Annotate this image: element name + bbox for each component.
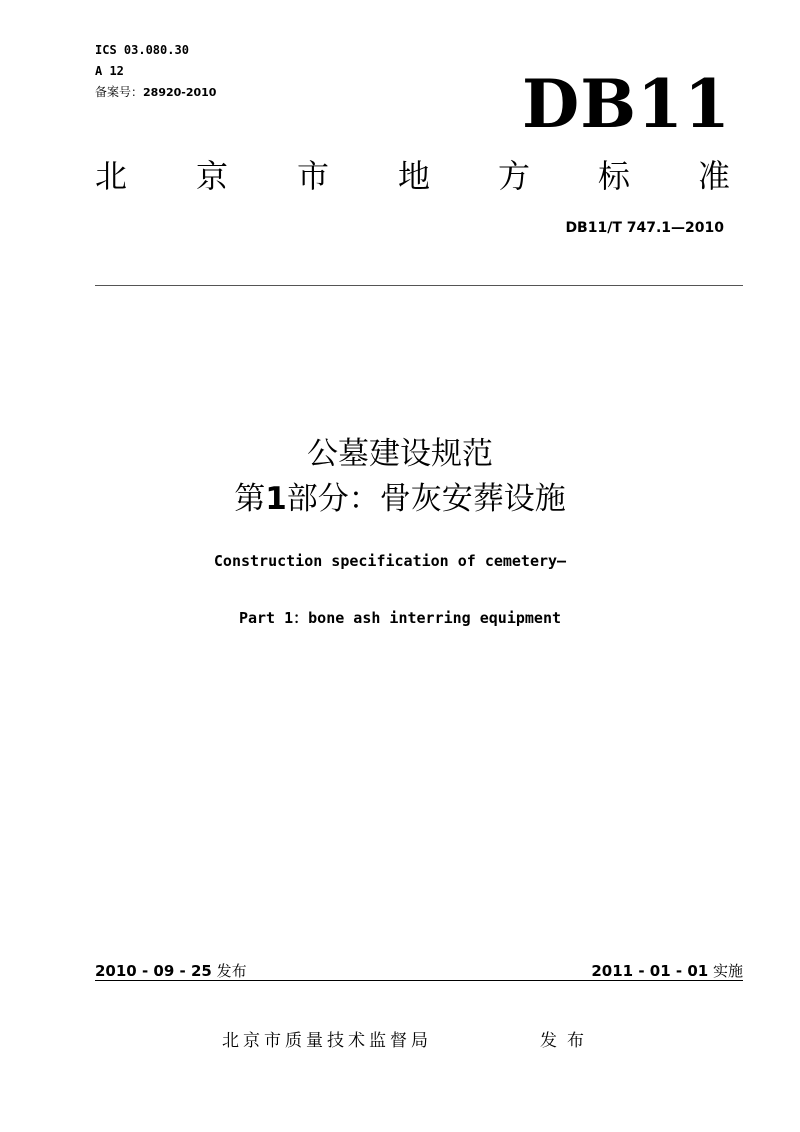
- ics-code: ICS 03.080.30: [95, 43, 189, 57]
- filing-number-line: [95, 85, 216, 100]
- standard-type-char: 方: [498, 157, 531, 195]
- publish-date: 2010 - 09 - 25: [95, 962, 212, 980]
- filing-label: 备案号：: [95, 85, 144, 99]
- title-en-line1: Construction specification of cemetery—: [213, 552, 567, 570]
- implement-label: 实施: [712, 962, 743, 980]
- title-cn-line1: 公墓建设规范: [307, 436, 493, 472]
- db11-logo: DB11: [522, 65, 731, 143]
- title-cn-line2: [0, 478, 800, 520]
- issuer-action: 发布: [540, 1031, 594, 1051]
- header-divider: [95, 285, 743, 286]
- implement-date: 2011 - 01 - 01: [591, 962, 709, 980]
- publish-date-line: [95, 961, 247, 981]
- title-en-line2: Part 1：bone ash interring equipment: [238, 609, 562, 627]
- title-cn-part-number: 1: [265, 481, 287, 517]
- standard-type-char: 北: [95, 157, 128, 195]
- standard-type-char: 地: [398, 157, 431, 195]
- title-cn-part-prefix: 第: [234, 481, 266, 517]
- category-code: A 12: [95, 64, 124, 78]
- standard-type-char: 标: [598, 157, 631, 195]
- standard-type-char: 市: [297, 157, 330, 195]
- filing-number: 28920-2010: [143, 86, 217, 99]
- standard-type-char: 准: [698, 157, 731, 195]
- title-cn-part-suffix: 部分：骨灰安葬设施: [286, 481, 566, 517]
- standard-type-char: 京: [196, 157, 229, 195]
- issuer-name: 北京市质量技术监督局: [222, 1031, 432, 1051]
- publish-label: 发布: [216, 962, 247, 980]
- standard-type-title: [0, 154, 800, 198]
- implement-date-line: [591, 961, 743, 981]
- standard-code: DB11/T 747.1—2010: [565, 220, 724, 236]
- footer-divider: [95, 980, 743, 981]
